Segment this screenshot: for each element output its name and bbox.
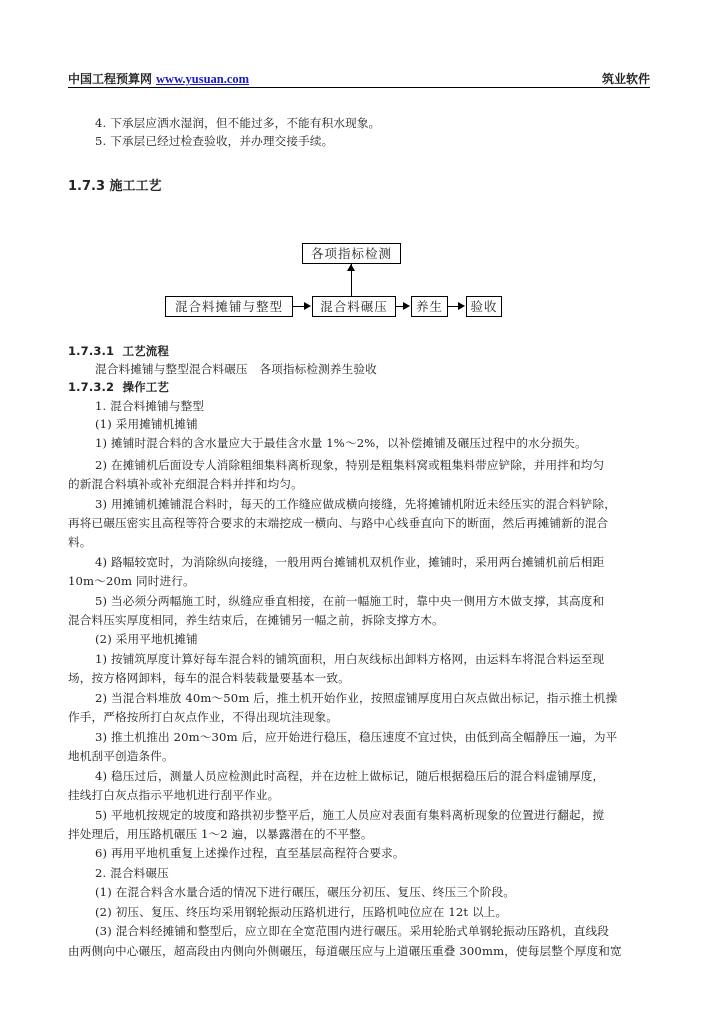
body-line: 的新混合料填补或补充细混合料并拌和均匀。 [68,477,303,491]
body-line: (2) 初压、复压、终压均采用钢轮振动压路机进行，压路机吨位应在 12t 以上。 [95,905,508,919]
body-line: 1) 按铺筑厚度计算好每车混合料的铺筑面积，用白灰线标出卸料方格网，由运料车将混合料运至现 [95,652,605,666]
subsection-number: 1.7.3.2 [68,380,115,394]
body-line: 2) 当混合料堆放 40m～50m 后，推土机开始作业，按照虚铺厚度用白灰点做出标记，指示推土机操 [95,691,618,705]
body-line: 1. 混合料摊铺与整型 [95,399,205,413]
body-line: 5) 当必须分两幅施工时，纵缝应垂直相接，在前一幅施工时，靠中央一侧用方木做支撑，其高度和 [95,594,605,608]
subsection-title: 工艺流程 [122,344,170,358]
subsection-heading-2 [68,380,169,394]
flow-box-acceptance: 验收 [466,296,502,317]
body-line: 6) 再用平地机重复上述操作过程，直至基层高程符合要求。 [95,846,405,860]
body-line: 4) 路幅较宽时，为消除纵向接缝，一般用两台摊铺机双机作业，摊铺时，采用两台摊铺机前后相距 [95,555,605,569]
body-line: (1) 在混合料含水量合适的情况下进行碾压，碾压分初压、复压、终压三个阶段。 [95,885,515,899]
body-line: 10m～20m 同时进行。 [68,574,195,588]
body-line: 2. 混合料碾压 [95,866,169,880]
body-line: 4) 稳压过后，测量人员应检测此时高程，并在边桩上做标记，随后根据稳压后的混合料虚铺厚度， [95,769,605,783]
header-left [68,70,249,87]
arrow-up-icon [347,264,355,271]
body-line: 3) 用摊铺机摊铺混合料时，每天的工作缝应做成横向接缝，先将摊铺机附近未经压实的混合料铲除， [95,497,617,511]
subsection-number: 1.7.3.1 [68,344,115,358]
page-header [68,69,650,88]
body-line: (3) 混合料经摊铺和整型后，应立即在全宽范围内进行碾压。采用轮胎式单钢轮振动压路机，直线段 [95,924,609,938]
body-line: 由两侧向中心碾压，超高段由内侧向外侧碾压，每道碾压应与上道碾压重叠 300mm，使每层整个厚度和宽 [68,944,622,958]
intro-item: 4. 下承层应洒水湿润，但不能过多，不能有积水现象。 [95,116,381,130]
brand-name: 筑业软件 [601,72,650,86]
arrow-right-icon [458,302,465,310]
flow-box-curing: 养生 [411,296,448,317]
body-line: 混合料压实厚度相同，养生结束后，在摊铺另一幅之前，拆除支撑方木。 [68,613,444,627]
intro-item: 5. 下承层已经过检查验收，并办理交接手续。 [95,134,334,148]
body-line: (2) 采用平地机摊铺 [95,632,198,646]
flow-box-inspection: 各项指标检测 [302,243,401,264]
site-url-link[interactable]: www.yusuan.com [156,72,250,86]
section-title: 1.7.3 施工工艺 [68,179,162,194]
body-line: 再将已碾压密实且高程等符合要求的末端挖成一横向、与路中心线垂直向下的断面，然后再摊铺新的混合 [68,516,609,530]
subsection-title: 操作工艺 [122,380,170,394]
body-line: 1) 摊铺时混合料的含水量应大于最佳含水量 1%～2%，以补偿摊铺及碾压过程中的水分损失。 [95,436,587,450]
flow-box-paving: 混合料摊铺与整型 [165,296,293,317]
body-line: 2) 在摊铺机后面设专人消除粗细集料离析现象，特别是粗集料窝或粗集料带应铲除，并用拌和均匀 [95,458,605,472]
site-name: 中国工程预算网 [68,72,153,86]
body-line: (1) 采用摊铺机摊铺 [95,417,198,431]
flow-box-rolling: 混合料碾压 [312,296,396,317]
body-line: 5) 平地机按规定的坡度和路拱初步整平后，施工人员应对表面有集料离析现象的位置进行翻起，搅 [95,808,605,822]
arrow-right-icon [403,302,410,310]
body-line: 场，按方格网卸料，每车的混合料装载量要基本一致。 [68,671,350,685]
subsection-heading-1 [68,344,169,358]
body-line: 拌处理后，用压路机碾压 1～2 遍，以暴露潜在的不平整。 [68,827,373,841]
arrow-right-icon [304,302,311,310]
body-line: 挂线打白灰点指示平地机进行刮平作业。 [68,788,280,802]
body-line: 作手，严格按所打白灰点作业，不得出现坑洼现象。 [68,710,339,724]
body-line: 3) 推土机推出 20m～30m 后，应开始进行稳压，稳压速度不宜过快，由低到高全幅静压一遍，为平 [95,730,618,744]
body-line: 地机刮平创造条件。 [68,749,174,763]
body-line: 料。 [68,535,92,549]
process-text: 混合料摊铺与整型混合料碾压 各项指标检测养生验收 [95,362,377,376]
